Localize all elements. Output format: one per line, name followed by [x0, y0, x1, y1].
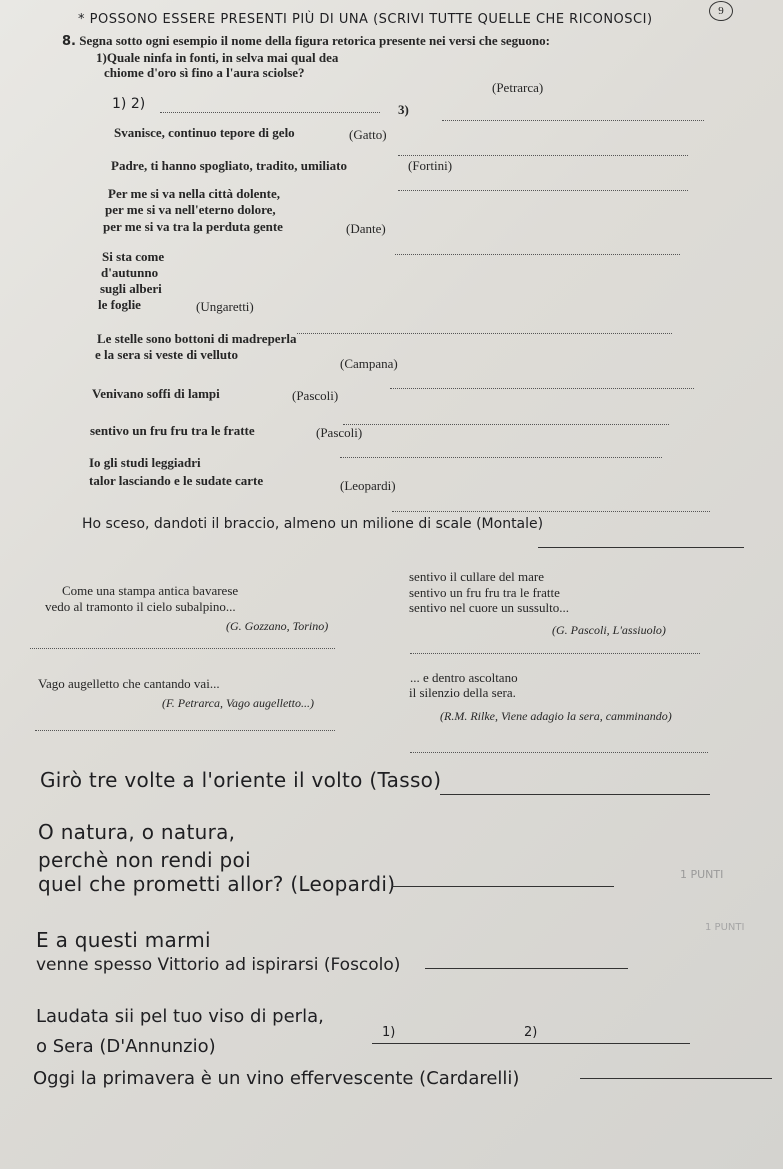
ex18-answer-line[interactable] [372, 1043, 690, 1044]
ex17-line-2: venne spesso Vittorio ad ispirarsi (Foscolo) [36, 955, 401, 975]
ex14-answer-line[interactable] [410, 752, 708, 753]
ex9-author: (Leopardi) [340, 478, 396, 493]
ex18-label-1: 1) [382, 1025, 396, 1040]
page-number-badge: 9 [709, 1, 733, 21]
ex5-line-4: le foglie [98, 297, 141, 312]
ex6-author: (Campana) [340, 356, 398, 371]
ex12-line-2: sentivo un fru fru tra le fratte [409, 585, 560, 600]
ex13-citation: (F. Petrarca, Vago augelletto...) [162, 696, 314, 710]
ex4-answer-line[interactable] [395, 254, 680, 255]
ex5-answer-line[interactable] [297, 333, 672, 334]
ex4-line-1: Per me si va nella città dolente, [108, 186, 280, 201]
ex1-author: (Petrarca) [492, 80, 544, 95]
ex10-answer-line[interactable] [538, 547, 744, 548]
ex1-line-2: chiome d'oro sì fino a l'aura sciolse? [104, 65, 305, 80]
ex5-author: (Ungaretti) [196, 299, 254, 314]
ex4-author: (Dante) [346, 221, 386, 236]
ex14-citation: (R.M. Rilke, Viene adagio la sera, camminando) [440, 709, 672, 723]
ex11-answer-line[interactable] [30, 648, 335, 649]
ex12-answer-line[interactable] [410, 653, 700, 654]
ex16-line-2: perchè non rendi poi [38, 848, 251, 872]
ex1-mark: 1) [96, 50, 107, 65]
header-handwritten-note: * POSSONO ESSERE PRESENTI PIÙ DI UNA (SCRIVI TUTTE QUELLE CHE RICONOSCI) [78, 12, 653, 27]
ex7-author: (Pascoli) [292, 388, 339, 403]
ex3-author: (Fortini) [408, 158, 453, 173]
ex13-text: Vago augelletto che cantando vai... [38, 676, 220, 691]
ex18-line-2: o Sera (D'Annunzio) [36, 1036, 216, 1057]
ex6-answer-line[interactable] [390, 388, 694, 389]
ex13-answer-line[interactable] [35, 730, 335, 731]
ex17-answer-line[interactable] [425, 968, 628, 969]
ex1-label-3: 3) [398, 102, 409, 117]
ex8-text: sentivo un fru fru tra le fratte [90, 423, 255, 438]
ex2-text: Svanisce, continuo tepore di gelo [114, 125, 295, 140]
ex11-line-2: vedo al tramonto il cielo subalpino... [45, 599, 236, 614]
ex4-line-2: per me si va nell'eterno dolore, [105, 202, 276, 217]
ex15-handwritten-verse: Girò tre volte a l'oriente il volto (Tasso) [40, 768, 442, 792]
exercise-number: 8. [62, 34, 76, 49]
ex17-score: 1 PUNTI [705, 922, 745, 933]
ex15-answer-line[interactable] [440, 794, 710, 795]
ex9-answer-line[interactable] [392, 511, 710, 512]
ex1-text-1: Quale ninfa in fonti, in selva mai qual dea [106, 50, 339, 65]
ex9-line-2: talor lasciando e le sudate carte [89, 473, 264, 488]
ex8-answer-line[interactable] [340, 457, 662, 458]
ex18-label-2: 2) [524, 1025, 538, 1040]
ex1-answer-line-3[interactable] [442, 120, 704, 121]
ex6-line-1: Le stelle sono bottoni di madreperla [97, 331, 297, 346]
ex12-line-3: sentivo nel cuore un sussulto... [409, 600, 569, 615]
ex12-citation: (G. Pascoli, L'assiuolo) [552, 623, 666, 637]
ex16-line-1: O natura, o natura, [38, 820, 236, 844]
ex5-line-2: d'autunno [101, 265, 159, 280]
exercise-instruction [62, 33, 550, 49]
ex1-answer-line-1[interactable] [160, 112, 380, 113]
ex16-score: 1 PUNTI [680, 868, 724, 881]
ex5-line-1: Si sta come [102, 249, 165, 264]
instruction-text: Segna sotto ogni esempio il nome della figura retorica presente nei versi che seguono: [79, 33, 550, 48]
ex16-line-3: quel che prometti allor? (Leopardi) [38, 872, 396, 896]
ex16-answer-line[interactable] [392, 886, 614, 887]
ex11-line-1: Come una stampa antica bavarese [62, 583, 239, 598]
ex3-answer-line[interactable] [398, 190, 688, 191]
ex17-line-1: E a questi marmi [36, 928, 211, 952]
ex2-author: (Gatto) [349, 127, 387, 142]
ex11-citation: (G. Gozzano, Torino) [226, 619, 329, 633]
ex5-line-3: sugli alberi [100, 281, 162, 296]
ex8-author: (Pascoli) [316, 425, 363, 440]
ex9-line-1: Io gli studi leggiadri [89, 455, 201, 470]
ex3-text: Padre, ti hanno spogliato, tradito, umiliato [111, 158, 347, 173]
ex19-handwritten-verse: Oggi la primavera è un vino effervescente (Cardarelli) [33, 1068, 520, 1089]
ex1-line-1 [96, 50, 338, 66]
ex4-line-3: per me si va tra la perduta gente [103, 219, 283, 234]
ex12-line-1: sentivo il cullare del mare [409, 569, 545, 584]
ex18-line-1: Laudata sii pel tuo viso di perla, [36, 1006, 324, 1027]
ex7-answer-line[interactable] [343, 424, 669, 425]
ex14-line-2: il silenzio della sera. [409, 685, 516, 700]
ex7-text: Venivano soffi di lampi [92, 386, 220, 401]
ex1-label-1-2: 1) 2) [112, 96, 146, 112]
ex14-line-1: ... e dentro ascoltano [410, 670, 518, 685]
ex2-answer-line[interactable] [398, 155, 688, 156]
ex6-line-2: e la sera si veste di velluto [95, 347, 238, 362]
ex10-handwritten-verse: Ho sceso, dandoti il braccio, almeno un milione di scale (Montale) [82, 516, 544, 532]
ex19-answer-line[interactable] [580, 1078, 772, 1079]
